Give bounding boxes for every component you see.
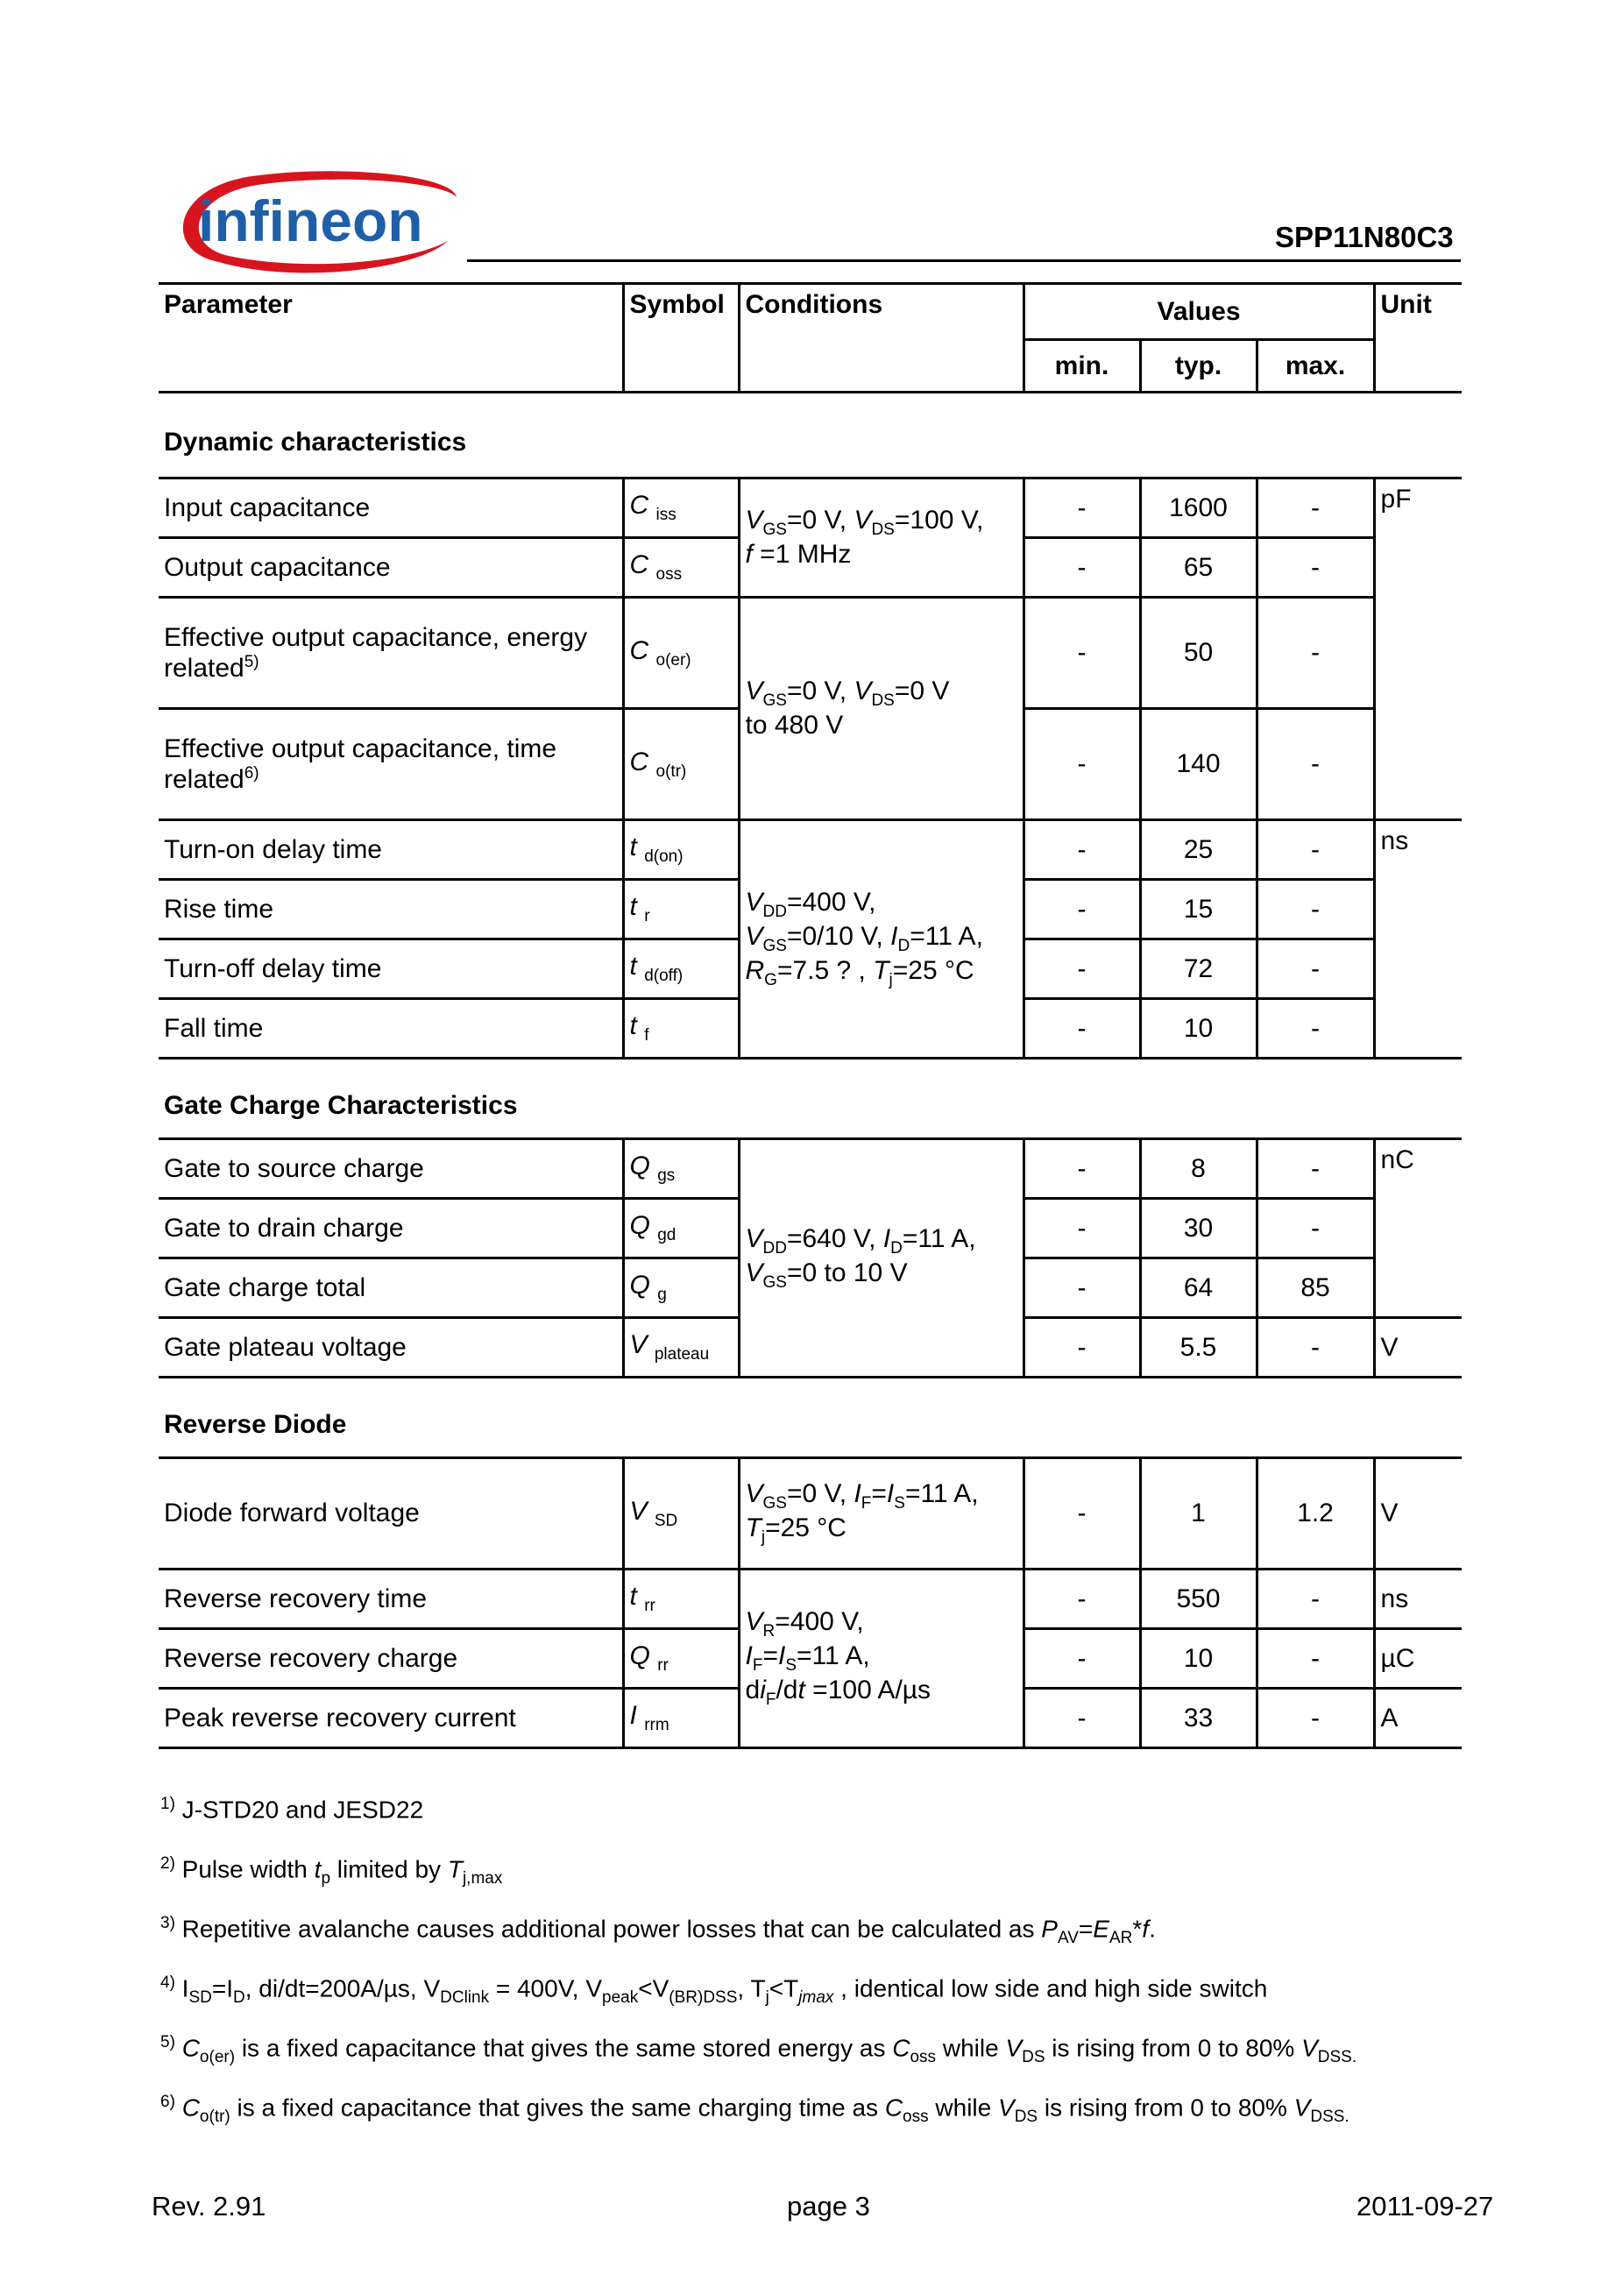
conditions-reverse-recovery: $V_R=400$ V, $I_F=I_S=11$ A, $di_F/dt =100$ A/µs — [739, 1570, 1023, 1748]
min-cotr: - — [1023, 709, 1140, 820]
unit-nc: nC — [1374, 1139, 1462, 1318]
symbol-tr: t $_r$ — [623, 880, 739, 939]
symbol-vsd: V $_{SD}$ — [623, 1458, 739, 1570]
conditions-gate-charge: $V_{DD}=640$ V, $I_D=11$ A, $V_{GS}=0$ to 10 V — [739, 1139, 1023, 1378]
svg-text:infineon: infineon — [198, 188, 423, 253]
max-tf: - — [1257, 999, 1374, 1059]
min-tf: - — [1023, 999, 1140, 1059]
conditions-switching: $V_{DD}=400$ V, $V_{GS}=0/10$ V, $I_D=11$ A, $R_G=7.5$ ? , $T_j=25$ °C — [739, 820, 1023, 1059]
param-qgd: Gate to drain charge — [164, 1213, 404, 1243]
header-unit: Unit — [1374, 284, 1462, 393]
typ-vplateau: 5.5 — [1140, 1318, 1257, 1378]
unit-trr: ns — [1374, 1570, 1462, 1629]
param-tf: Fall time — [164, 1013, 264, 1043]
footnote-2: $^{2)}$ Pulse width $t_p$ limited by $T_{j,max}$ — [160, 1854, 503, 1888]
header-values: Values — [1023, 284, 1374, 340]
unit-vsd: V — [1374, 1458, 1462, 1570]
param-vplateau: Gate plateau voltage — [164, 1332, 407, 1362]
max-tr: - — [1257, 880, 1374, 939]
unit-pf: pF — [1374, 478, 1462, 820]
min-trr: - — [1023, 1570, 1140, 1629]
param-qrr: Reverse recovery charge — [164, 1643, 458, 1673]
header-min: min. — [1023, 340, 1140, 393]
symbol-qgd: Q $_{gd}$ — [623, 1199, 739, 1258]
footer-date: 2011-09-27 — [1356, 2191, 1494, 2222]
conditions-diode-forward: $V_{GS}=0$ V, $I_F=I_S=11$ A, $T_j=25$ °C — [739, 1458, 1023, 1570]
symbol-coer: C $_{o(er)}$ — [623, 598, 739, 709]
min-vplateau: - — [1023, 1318, 1140, 1378]
typ-vsd: 1 — [1140, 1458, 1257, 1570]
typ-tdoff: 72 — [1140, 939, 1257, 999]
min-coss: - — [1023, 538, 1140, 598]
typ-ciss: 1600 — [1140, 478, 1257, 538]
typ-qrr: 10 — [1140, 1629, 1257, 1689]
max-vsd: 1.2 — [1257, 1458, 1374, 1570]
header-rule — [467, 259, 1461, 262]
symbol-qg: Q $_g$ — [623, 1258, 739, 1318]
param-qg: Gate charge total — [164, 1272, 366, 1302]
unit-qrr: µC — [1374, 1629, 1462, 1689]
param-ciss: Input capacitance — [164, 493, 371, 522]
typ-cotr: 140 — [1140, 709, 1257, 820]
min-coer: - — [1023, 598, 1140, 709]
max-cotr: - — [1257, 709, 1374, 820]
typ-qgs: 8 — [1140, 1139, 1257, 1199]
footnote-4: $^{4)}$ $I_{SD}=I_D$, di/dt=200A/µs, $V_{DClink} = 400V$, $V_{peak}<V_{(BR)DSS}$, $T_j<T_{jmax}$ , identical low side and high side switch — [160, 1974, 1268, 2007]
min-irrm: - — [1023, 1689, 1140, 1748]
param-tdon: Turn-on delay time — [164, 834, 382, 864]
max-qg: 85 — [1257, 1258, 1374, 1318]
min-qg: - — [1023, 1258, 1140, 1318]
header-parameter: Parameter — [164, 290, 293, 319]
max-tdoff: - — [1257, 939, 1374, 999]
max-irrm: - — [1257, 1689, 1374, 1748]
min-ciss: - — [1023, 478, 1140, 538]
param-trr: Reverse recovery time — [164, 1584, 428, 1613]
max-trr: - — [1257, 1570, 1374, 1629]
footnote-5: $^{5)}$ $C_{o(er)}$ is a fixed capacitance that gives the same stored energy as $C_{oss}$ while $V_{DS}$ is rising from 0 to 80% $V_{DSS.}$ — [160, 2033, 1357, 2066]
footer-revision: Rev. 2.91 — [152, 2191, 266, 2222]
max-coer: - — [1257, 598, 1374, 709]
conditions-effective-capacitance: $V_{GS}=0$ V, $V_{DS}=0$ V to 480 V — [739, 598, 1023, 820]
param-tr: Rise time — [164, 894, 274, 924]
symbol-tdon: t $_{d(on)}$ — [623, 820, 739, 880]
typ-coss: 65 — [1140, 538, 1257, 598]
header-typ: typ. — [1140, 340, 1257, 393]
max-ciss: - — [1257, 478, 1374, 538]
symbol-trr: t $_{rr}$ — [623, 1570, 739, 1629]
param-irrm: Peak reverse recovery current — [164, 1703, 516, 1733]
param-tdoff: Turn-off delay time — [164, 953, 382, 983]
typ-irrm: 33 — [1140, 1689, 1257, 1748]
section-dynamic: Dynamic characteristics — [164, 427, 467, 457]
param-qgs: Gate to source charge — [164, 1153, 424, 1183]
typ-tf: 10 — [1140, 999, 1257, 1059]
symbol-irrm: I $_{rrm}$ — [623, 1689, 739, 1748]
header-max: max. — [1257, 340, 1374, 393]
part-number: SPP11N80C3 — [1275, 221, 1454, 253]
unit-ns: ns — [1374, 820, 1462, 1059]
symbol-qgs: Q $_{gs}$ — [623, 1139, 739, 1199]
symbol-vplateau: V $_{plateau}$ — [623, 1318, 739, 1378]
typ-trr: 550 — [1140, 1570, 1257, 1629]
section-reverse-diode: Reverse Diode — [164, 1409, 347, 1439]
min-vsd: - — [1023, 1458, 1140, 1570]
min-qgs: - — [1023, 1139, 1140, 1199]
footer-page: page 3 — [787, 2191, 870, 2222]
header-symbol: Symbol — [623, 284, 739, 393]
conditions-capacitance: $V_{GS}=0$ V, $V_{DS}=100$ V, f =1 MHz — [739, 478, 1023, 598]
unit-vplateau: V — [1374, 1318, 1462, 1378]
symbol-qrr: Q $_{rr}$ — [623, 1629, 739, 1689]
min-qgd: - — [1023, 1199, 1140, 1258]
infineon-logo — [163, 158, 461, 280]
unit-irrm: A — [1374, 1689, 1462, 1748]
param-cotr: Effective output capacitance, time related$^{6)}$ — [164, 733, 557, 794]
typ-tdon: 25 — [1140, 820, 1257, 880]
max-qrr: - — [1257, 1629, 1374, 1689]
min-tr: - — [1023, 880, 1140, 939]
max-tdon: - — [1257, 820, 1374, 880]
max-coss: - — [1257, 538, 1374, 598]
min-tdon: - — [1023, 820, 1140, 880]
typ-qgd: 30 — [1140, 1199, 1257, 1258]
footnote-3: $^{3)}$ Repetitive avalanche causes additional power losses that can be calculated as $P_{AV}=E_{AR}*f$. — [160, 1914, 1156, 1947]
typ-qg: 64 — [1140, 1258, 1257, 1318]
min-qrr: - — [1023, 1629, 1140, 1689]
max-qgs: - — [1257, 1139, 1374, 1199]
characteristics-table — [159, 282, 1462, 1749]
symbol-cotr: C $_{o(tr)}$ — [623, 709, 739, 820]
max-vplateau: - — [1257, 1318, 1374, 1378]
symbol-tdoff: t $_{d(off)}$ — [623, 939, 739, 999]
section-gate-charge: Gate Charge Characteristics — [164, 1090, 518, 1120]
header-conditions: Conditions — [739, 284, 1023, 393]
footnote-6: $^{6)}$ $C_{o(tr)}$ is a fixed capacitance that gives the same charging time as $C_{oss}$ while $V_{DS}$ is rising from 0 to 80% $V_{DSS.}$ — [160, 2093, 1349, 2126]
param-coss: Output capacitance — [164, 552, 391, 582]
symbol-tf: t $_f$ — [623, 999, 739, 1059]
max-qgd: - — [1257, 1199, 1374, 1258]
symbol-ciss: C $_{iss}$ — [623, 478, 739, 538]
footnote-1: $^{1)}$ J-STD20 and JESD22 — [160, 1795, 424, 1824]
symbol-coss: C $_{oss}$ — [623, 538, 739, 598]
typ-tr: 15 — [1140, 880, 1257, 939]
param-coer: Effective output capacitance, energy related$^{5)}$ — [164, 622, 588, 683]
param-vsd: Diode forward voltage — [164, 1499, 420, 1527]
typ-coer: 50 — [1140, 598, 1257, 709]
min-tdoff: - — [1023, 939, 1140, 999]
